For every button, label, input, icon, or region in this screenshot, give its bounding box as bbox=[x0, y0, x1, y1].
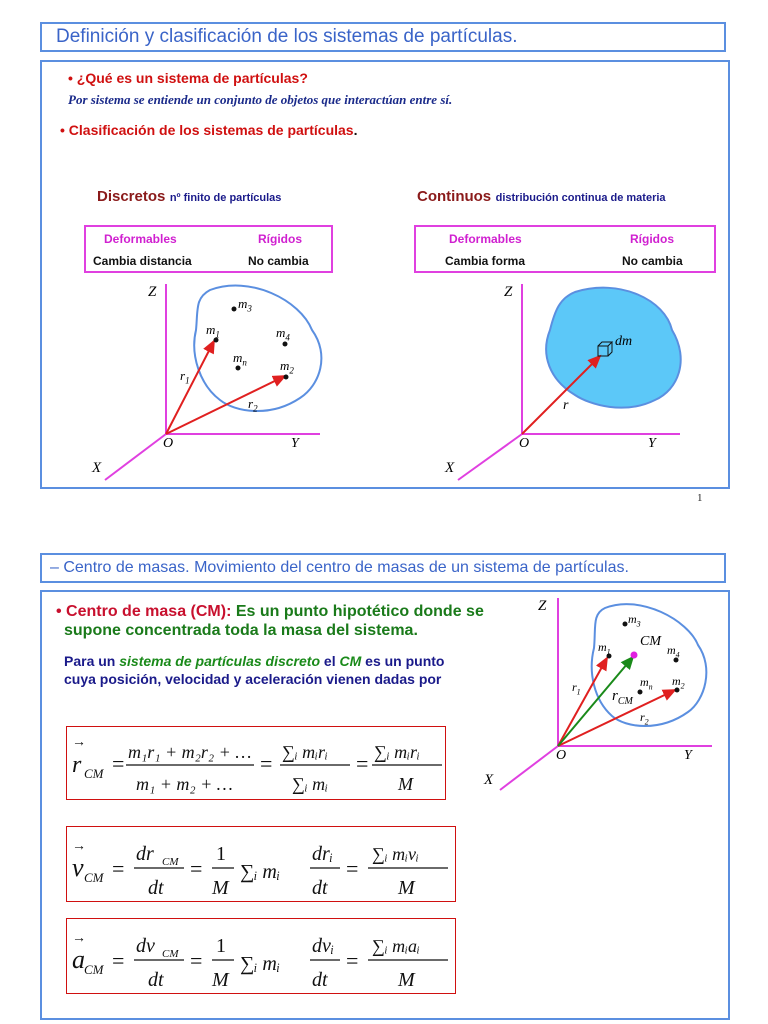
cm-r1-text: r bbox=[572, 680, 577, 694]
eq-r-equals-2: = bbox=[260, 751, 273, 776]
eq-r-den3: M bbox=[398, 774, 413, 794]
eq-r-equals-1: = bbox=[112, 751, 125, 776]
origin-label: O bbox=[163, 436, 174, 451]
y-label-2: Y bbox=[648, 436, 656, 451]
cm-label-rcm bbox=[612, 688, 633, 707]
cm-r2-text: r bbox=[640, 710, 645, 724]
discrete-col2-head: Rígidos bbox=[258, 232, 302, 246]
cm-particle-m3 bbox=[623, 622, 628, 627]
continuous-subtitle: distribución continua de materia bbox=[495, 192, 666, 204]
slide2-title: – Centro de masas. Movimiento del centro de masas de un sistema de partículas. bbox=[40, 553, 726, 583]
m2-text: m bbox=[280, 358, 290, 373]
cm-label-m4 bbox=[667, 643, 680, 659]
eq-v-equals-2: = bbox=[190, 856, 203, 881]
cm-rcm-text: r bbox=[612, 688, 618, 704]
z-label-3: Z bbox=[538, 598, 547, 614]
z-label: Z bbox=[148, 284, 157, 300]
cm-mn-text: m bbox=[640, 675, 649, 689]
bullet-dot: • bbox=[68, 70, 77, 86]
cm-label-r1 bbox=[572, 680, 581, 696]
cm-system-outline bbox=[592, 604, 707, 726]
discrete-title: Discretos bbox=[97, 188, 166, 205]
cm-text-2: supone concentrada toda la masa del sistema. bbox=[64, 622, 418, 639]
eq-a-lhs: a bbox=[72, 945, 85, 974]
eq-r-num3: ∑ᵢ mᵢrᵢ bbox=[374, 742, 420, 762]
question-text: ¿Qué es un sistema de partículas? bbox=[76, 70, 308, 86]
r2-sub: 2 bbox=[253, 403, 258, 414]
cm-label: Centro de masa (CM): bbox=[66, 603, 232, 620]
m3-text: m bbox=[238, 296, 248, 311]
x-label: X bbox=[92, 460, 102, 476]
continuous-col1-val: Cambia forma bbox=[445, 254, 526, 268]
eq-a-equals-1: = bbox=[112, 948, 125, 973]
eq-v-dt: dt bbox=[312, 877, 328, 899]
eq-a-one: 1 bbox=[216, 935, 226, 957]
y-label: Y bbox=[291, 436, 299, 451]
vector-arrow-v: → bbox=[72, 839, 86, 854]
eq-v-den3: M bbox=[398, 877, 415, 899]
cm-m1-text: m bbox=[598, 640, 607, 654]
cm-m3-text: m bbox=[628, 612, 637, 626]
bullet-dot: • bbox=[56, 603, 67, 620]
eq-r-lhs-sub: CM bbox=[84, 766, 104, 781]
eq-a-dnum-sub: CM bbox=[162, 948, 179, 960]
eq-a-equals-2: = bbox=[190, 948, 203, 973]
eq-v-M: M bbox=[212, 877, 229, 899]
cm-point-label: CM bbox=[640, 634, 661, 649]
x-label-2: X bbox=[445, 460, 455, 476]
dm-label: dm bbox=[615, 334, 633, 349]
continuous-title: Continuos bbox=[417, 188, 492, 205]
cm-m1-sub: 1 bbox=[606, 647, 611, 657]
cm-text-1: Es un punto hipotético donde se bbox=[231, 603, 484, 620]
cm-mn-sub: n bbox=[648, 682, 653, 692]
cm-rcm-sub: CM bbox=[617, 696, 633, 707]
eq-v-lhs: v bbox=[72, 853, 84, 882]
continuous-col2-head: Rígidos bbox=[630, 232, 674, 246]
cm-label-m1 bbox=[598, 640, 611, 656]
eq-r-num2: ∑ᵢ mᵢrᵢ bbox=[282, 742, 328, 762]
vector-arrow-r: → bbox=[72, 735, 86, 750]
m4-text: m bbox=[276, 325, 286, 340]
cm-m3-sub: 3 bbox=[636, 619, 641, 629]
cm-m4-sub: 4 bbox=[675, 650, 680, 660]
eq-a-equals-3: = bbox=[346, 948, 359, 973]
eq-v-dri: drᵢ bbox=[312, 843, 333, 865]
discrete-col1-val: Cambia distancia bbox=[93, 254, 192, 268]
eq-v-one: 1 bbox=[216, 843, 226, 865]
eq-a-M: M bbox=[212, 969, 229, 991]
z-label-2: Z bbox=[504, 284, 513, 300]
x-label-3: X bbox=[484, 772, 494, 788]
cm-m2-sub: 2 bbox=[680, 681, 685, 691]
cm-label-m2 bbox=[672, 674, 685, 690]
para-line-2: cuya posición, velocidad y aceleración vienen dadas por bbox=[64, 671, 442, 687]
eq-v-dnum-sub: CM bbox=[162, 856, 179, 868]
discrete-subtitle: nº finito de partículas bbox=[169, 192, 282, 204]
r1-text: r bbox=[180, 368, 186, 383]
eq-v-dnum: dr bbox=[136, 843, 154, 865]
para-part-b: sistema de partículas discreto bbox=[119, 653, 321, 669]
eq-a-dnum: dv bbox=[136, 935, 155, 957]
eq-a-sum: ∑ᵢ mᵢ bbox=[240, 953, 281, 975]
r2-text: r bbox=[248, 396, 254, 411]
bullet-dot: • bbox=[60, 122, 69, 138]
eq-r-den1: m₁ + m₂ + … bbox=[136, 774, 233, 794]
origin-label-2: O bbox=[519, 436, 530, 451]
cm-m4-text: m bbox=[667, 643, 676, 657]
origin-label-3: O bbox=[556, 748, 567, 763]
para-part-c: el bbox=[320, 653, 340, 669]
cm-r2-sub: 2 bbox=[644, 717, 649, 727]
eq-v-lhs-sub: CM bbox=[84, 870, 104, 885]
definition-text: Por sistema se entiende un conjunto de objetos que interactúan entre sí. bbox=[68, 92, 453, 107]
m3-sub: 3 bbox=[247, 303, 252, 314]
para-part-a: Para un bbox=[64, 653, 120, 669]
page-number: 1 bbox=[697, 492, 703, 504]
eq-r-num1: m₁r₁ + m₂r₂ + … bbox=[128, 742, 252, 762]
continuous-col2-val: No cambia bbox=[622, 254, 683, 268]
cm-label-r2 bbox=[640, 710, 649, 726]
cm-point bbox=[631, 652, 638, 659]
m2-sub: 2 bbox=[289, 365, 294, 376]
m1-text: m bbox=[206, 322, 216, 337]
eq-v-dden: dt bbox=[148, 877, 164, 899]
slide1-title: Definición y clasificación de los sistemas de partículas. bbox=[40, 22, 726, 52]
m4-sub: 4 bbox=[285, 332, 290, 343]
period: . bbox=[353, 122, 358, 138]
x-axis-3 bbox=[500, 746, 558, 790]
eq-v-equals-3: = bbox=[346, 856, 359, 881]
continuous-col1-head: Deformables bbox=[449, 232, 522, 246]
eq-a-num3: ∑ᵢ mᵢaᵢ bbox=[372, 936, 420, 956]
eq-a-dt: dt bbox=[312, 969, 328, 991]
r-label: r bbox=[563, 398, 569, 413]
eq-a-den3: M bbox=[398, 969, 415, 991]
cm-label-mn bbox=[640, 675, 653, 691]
eq-r-equals-3: = bbox=[356, 751, 369, 776]
cm-r1-sub: 1 bbox=[576, 687, 581, 697]
mn-text: m bbox=[233, 350, 243, 365]
cm-m2-text: m bbox=[672, 674, 681, 688]
m1-sub: 1 bbox=[215, 329, 220, 340]
discrete-col2-val: No cambia bbox=[248, 254, 309, 268]
para-part-e: es un punto bbox=[361, 653, 445, 669]
eq-a-dvi: dvᵢ bbox=[312, 935, 335, 957]
eq-v-equals-1: = bbox=[112, 856, 125, 881]
para-part-d: CM bbox=[339, 653, 362, 669]
vector-arrow-a: → bbox=[72, 931, 86, 946]
y-label-3: Y bbox=[684, 748, 692, 763]
eq-a-lhs-sub: CM bbox=[84, 962, 104, 977]
mn-sub: n bbox=[242, 357, 247, 368]
eq-a-dden: dt bbox=[148, 969, 164, 991]
eq-r-den2: ∑ᵢ mᵢ bbox=[292, 774, 329, 794]
eq-v-sum: ∑ᵢ mᵢ bbox=[240, 861, 281, 883]
eq-r-lhs: r bbox=[72, 752, 82, 778]
discrete-col1-head: Deformables bbox=[104, 232, 177, 246]
classification-text: Clasificación de los sistemas de partículas bbox=[68, 122, 354, 138]
cm-label-m3 bbox=[628, 612, 641, 628]
eq-v-num3: ∑ᵢ mᵢvᵢ bbox=[372, 844, 419, 864]
r1-sub: 1 bbox=[185, 375, 190, 386]
